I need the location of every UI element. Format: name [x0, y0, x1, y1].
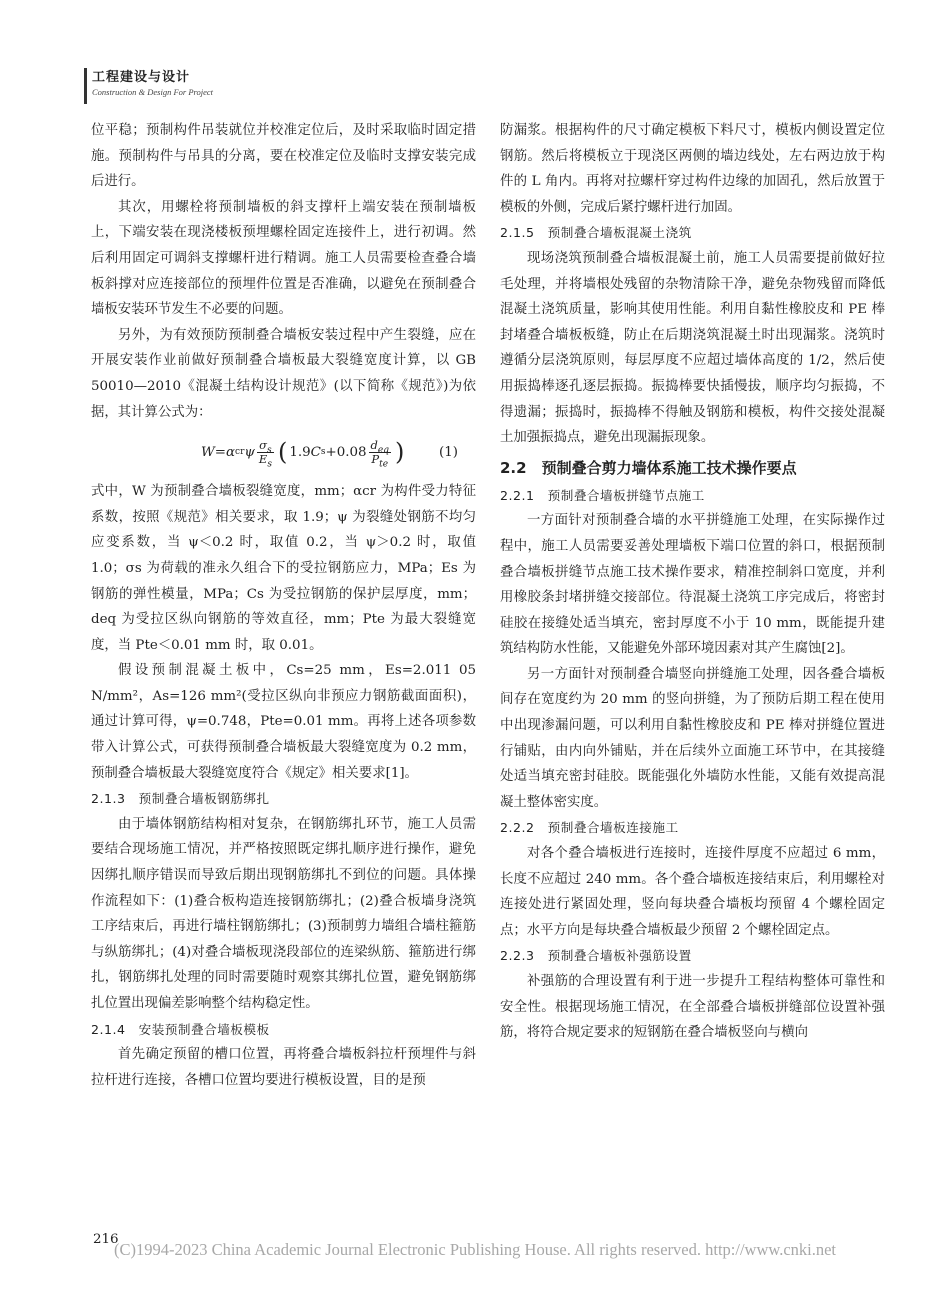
- eq-term-a: 1.9: [289, 444, 311, 460]
- eq-lhs: W: [201, 444, 215, 460]
- paragraph: 补强筋的合理设置有利于进一步提升工程结构整体可靠性和安全性。根据现场施工情况，在全部叠合墙板拼缝部位设置补强筋，将符合规定要求的短钢筋在叠合墙板竖向与横向: [500, 974, 885, 1041]
- eq-d: d: [370, 437, 378, 452]
- section-heading-2-2: 2.2 预制叠合剪力墙体系施工技术操作要点: [500, 458, 797, 477]
- eq-sigma: σ: [259, 437, 268, 452]
- right-column: [500, 118, 885, 1046]
- paragraph: 其次，用螺栓将预制墙板的斜支撑杆上端安装在预制墙板上，下端安装在现浇楼板预埋螺栓固定连接件上，进行初调。然后利用固定可调斜支撑螺杆进行精调。施工人员需要检查叠合墙板斜撑对应连接部位的预埋件位置是否准确，以避免在预制叠合墙板安装环节发生不必要的问题。: [91, 199, 476, 318]
- eq-plus-term: +0.08: [325, 444, 367, 460]
- crack-width-equation: W = α cr ψ $\frac{\sigma_s}{E_s}$ ( 1.9 C s +0.08 $\frac{d_{eq}}{P_{te}}$ ) (1): [201, 437, 458, 469]
- header-rule: [84, 68, 87, 104]
- section-heading-2-2-1: 2.2.1 预制叠合墙板拼缝节点施工: [500, 487, 705, 503]
- eq-term-c: C: [310, 444, 321, 460]
- section-heading-2-2-2: 2.2.2 预制叠合墙板连接施工: [500, 820, 679, 836]
- paragraph: 位平稳；预制构件吊装就位并校准定位后，及时采取临时固定措施。预制构件与吊具的分离，要在校准定位及临时支撑安装完成后进行。: [91, 123, 476, 190]
- left-column: [91, 118, 476, 1093]
- copyright-footer[interactable]: (C)1994-2023 China Academic Journal Electronic Publishing House. All rights reserved. http://www.cnki.net: [113, 1240, 837, 1259]
- section-heading-2-2-3: 2.2.3 预制叠合墙板补强筋设置: [500, 948, 692, 964]
- eq-close-paren: ): [395, 438, 405, 467]
- eq-sigma-sub: s: [267, 444, 272, 455]
- section-heading-2-1-3: 2.1.3 预制叠合墙板钢筋绑扎: [91, 791, 270, 807]
- eq-psi: ψ: [244, 444, 255, 460]
- section-heading-2-1-5: 2.1.5 预制叠合墙板混凝土浇筑: [500, 225, 692, 241]
- paragraph: 首先确定预留的槽口位置，再将叠合墙板斜拉杆预埋件与斜拉杆进行连接，各槽口位置均要进行模板设置，目的是预: [91, 1047, 476, 1088]
- paragraph: 由于墙体钢筋结构相对复杂，在钢筋绑扎环节，施工人员需要结合现场施工情况，并严格按照既定绑扎顺序进行操作，避免因绑扎顺序错误而导致后期出现钢筋绑扎不到位的问题。具体操作流程如下：(1)叠合板构造连接钢筋绑扎；(2)叠合板墙身浇筑工序结束后，再进行墙柱钢筋绑扎；(3)预制剪力墙组合墙柱箍筋与纵筋绑扎；(4)对叠合墙板现浇段部位的连梁纵筋、箍筋进行绑扎，钢筋绑扎处理的同时需要随时观察其绑扎位置，避免钢筋绑扎位置出现偏差影响整个结构稳定性。: [91, 816, 476, 1011]
- eq-fraction-stress: [257, 437, 274, 469]
- paragraph: 另一方面针对预制叠合墙竖向拼缝施工处理，因各叠合墙板间存在宽度约为 20 mm 的竖向拼缝，为了预防后期工程在使用中出现渗漏问题，可以利用自黏性橡胶皮和 PE 棒对拼缝位置进行铺贴，由内向外铺贴，并在后续外立面施工环节中，在其接缝处适当填充密封硅胶。既能强化外墙防水性能，又能有效提高混凝土整体密实度。: [500, 666, 885, 810]
- journal-title: 工程建设与设计: [92, 70, 191, 85]
- eq-p-sub: te: [379, 458, 389, 469]
- paragraph: 防漏浆。根据构件的尺寸确定模板下料尺寸，模板内侧设置定位钢筋。然后将模板立于现浇区两侧的墙边线处，左右两边放于构件的 L 角内。再将对拉螺杆穿过构件边缘的加固孔，然后放置于模板的外侧，完成后紧拧螺杆进行加固。: [500, 123, 885, 215]
- eq-alpha: α: [226, 444, 236, 460]
- paragraph: 式中，W 为预制叠合墙板裂缝宽度，mm；αcr 为构件受力特征系数，按照《规范》相关要求，取 1.9；ψ 为裂缝处钢筋不均匀应变系数，当 ψ＜0.2 时，取值 0.2，当 ψ＞0.2 时，取值 1.0；σs 为荷载的准永久组合下的受拉钢筋应力，MPa；Es 为钢筋的弹性模量，MPa；Cs 为受拉钢筋的保护层厚度，mm；deq 为受拉区纵向钢筋的等效直径，mm；Pte 为最大裂缝宽度，当 Pte＜0.01 mm 时，取 0.01。: [91, 484, 476, 653]
- eq-modulus-sub: s: [267, 458, 272, 469]
- journal-header: [92, 66, 213, 97]
- paragraph: 对各个叠合墙板进行连接时，连接件厚度不应超过 6 mm，长度不应超过 240 mm。各个叠合墙板连接结束后，利用螺栓对连接处进行紧固处理，竖向每块叠合墙板均预留 4 个螺栓固定点；水平方向是每块叠合墙板最少预留 2 个螺栓固定点。: [500, 846, 885, 938]
- journal-subtitle: Construction & Design For Project: [92, 87, 214, 97]
- eq-equals: =: [214, 444, 226, 460]
- eq-p: P: [371, 451, 380, 466]
- page-number: 216: [93, 1232, 119, 1247]
- paragraph: 假设预制混凝土板中，Cs=25 mm，Es=2.011 05 N/mm²，As=126 mm²(受拉区纵向非预应力钢筋截面面积)，通过计算可得，ψ=0.748，Pte=0.01 mm。再将上述各项参数带入计算公式，可获得预制叠合墙板最大裂缝宽度为 0.2 mm，预制叠合墙板最大裂缝宽度符合《规定》相关要求[1]。: [91, 663, 476, 781]
- eq-d-sub: eq: [377, 444, 389, 455]
- paragraph: 一方面针对预制叠合墙的水平拼缝施工处理，在实际操作过程中，施工人员需要妥善处理墙板下端口位置的斜口，根据预制叠合墙板拼缝节点施工技术操作要求，精准控制斜口宽度，并利用橡胶条封堵拼缝交接部位。待混凝土浇筑工序完成后，将密封硅胶在接缝处适当填充，密封厚度不小于 10 mm，既能提升建筑结构防水性能，又能避免外部环境因素对其产生腐蚀[2]。: [500, 513, 885, 657]
- section-heading-2-1-4: 2.1.4 安装预制叠合墙板模板: [91, 1021, 270, 1037]
- equation-number: (1): [439, 444, 458, 460]
- paragraph: 现场浇筑预制叠合墙板混凝土前，施工人员需要提前做好拉毛处理，并将墙根处残留的杂物清除干净，避免杂物残留而降低混凝土浇筑质量，影响其使用性能。利用自黏性橡胶皮和 PE 棒封堵叠合墙板板缝，防止在后期浇筑混凝土时出现漏浆。浇筑时遵循分层浇筑原则，每层厚度不应超过墙体高度的 1/2，然后使用振捣棒逐孔逐层振捣。振捣棒要快插慢拔，顺序均匀振捣，不得遗漏；振捣时，振捣棒不得触及钢筋和模板，构件交接处混凝土加强振捣点，避免出现漏振现象。: [500, 250, 885, 446]
- eq-fraction-diameter: [369, 437, 391, 469]
- eq-modulus: E: [258, 451, 268, 466]
- paragraph: 另外，为有效预防预制叠合墙板安装过程中产生裂缝，应在开展安装作业前做好预制叠合墙板最大裂缝宽度计算，以 GB 50010—2010《混凝土结构设计规范》(以下简称《规范》)为依据，其计算公式为：: [91, 327, 476, 420]
- eq-open-paren: (: [277, 438, 288, 467]
